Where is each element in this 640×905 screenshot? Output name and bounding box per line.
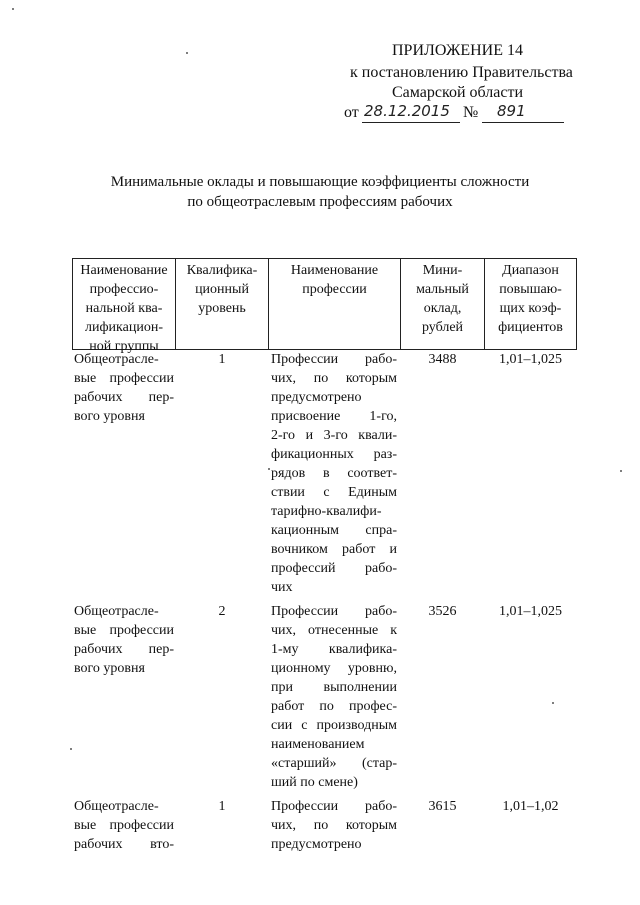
- column-header-profession: Наименование профессии: [290, 263, 379, 297]
- scan-speck: [620, 470, 622, 472]
- profession-cell: Профессии рабо- чих, отнесенные к 1-му квалифика- ционному уровню, при выполнении работ по профес- сии с производным наименованием «старший» (стар- ший по смене): [271, 604, 397, 790]
- appendix-label: ПРИЛОЖЕНИЕ 14: [392, 42, 524, 59]
- handwritten-number: 891: [497, 102, 526, 120]
- scan-speck: [268, 468, 270, 470]
- minimum-salary-cell: 3615: [428, 799, 457, 814]
- decree-reference: к постановлению Правительства: [350, 64, 573, 81]
- number-sign: №: [463, 104, 479, 121]
- date-prefix: от: [344, 104, 359, 121]
- handwritten-date: 28.12.2015: [364, 102, 450, 120]
- profession-cell: Профессии рабо- чих, по которым предусмотрено: [271, 799, 397, 852]
- qualification-level-cell: 2: [218, 604, 226, 619]
- coefficient-range-cell: 1,01–1,025: [499, 352, 562, 367]
- scan-speck: [70, 748, 72, 750]
- document-title-line1: Минимальные оклады и повышающие коэффициенты сложности: [110, 174, 530, 190]
- qualification-group-cell: Общеотрасле- вые профессии рабочих вто-: [74, 799, 174, 852]
- minimum-salary-cell: 3488: [428, 352, 457, 367]
- column-header-coefficients: Диапазон повышаю- щих коэф- фициентов: [498, 263, 563, 335]
- region-name: Самарской области: [392, 84, 523, 101]
- column-header-group: Наименование профессио- нальной ква- лификацион- ной группы: [80, 263, 168, 354]
- qualification-group-cell: Общеотрасле- вые профессии рабочих пер- вого уровня: [74, 352, 174, 424]
- qualification-level-cell: 1: [218, 352, 226, 367]
- minimum-salary-cell: 3526: [428, 604, 457, 619]
- column-header-level: Квалифика- ционный уровень: [186, 263, 258, 316]
- date-underline: [362, 122, 460, 123]
- column-header-salary: Мини- мальный оклад, рублей: [416, 263, 469, 335]
- scan-speck: [186, 52, 188, 54]
- document-title-line2: по общеотраслевым профессиям рабочих: [187, 194, 453, 210]
- profession-cell: Профессии рабо- чих, по которым предусмотрено присвоение 1-го, 2-го и 3-го квали- фикационных раз- рядов в соответ- ствии с Единым тарифно-квалифи- кационным спра- вочником работ и профессий рабо- чих: [271, 352, 397, 595]
- qualification-group-cell: Общеотрасле- вые профессии рабочих пер- вого уровня: [74, 604, 174, 676]
- coefficient-range-cell: 1,01–1,02: [502, 799, 559, 814]
- number-underline: [482, 122, 564, 123]
- qualification-level-cell: 1: [218, 799, 226, 814]
- table-border-right: [576, 258, 577, 350]
- scan-speck: [12, 8, 14, 10]
- scan-speck: [552, 702, 554, 704]
- coefficient-range-cell: 1,01–1,025: [499, 604, 562, 619]
- table-top-border: [72, 258, 577, 259]
